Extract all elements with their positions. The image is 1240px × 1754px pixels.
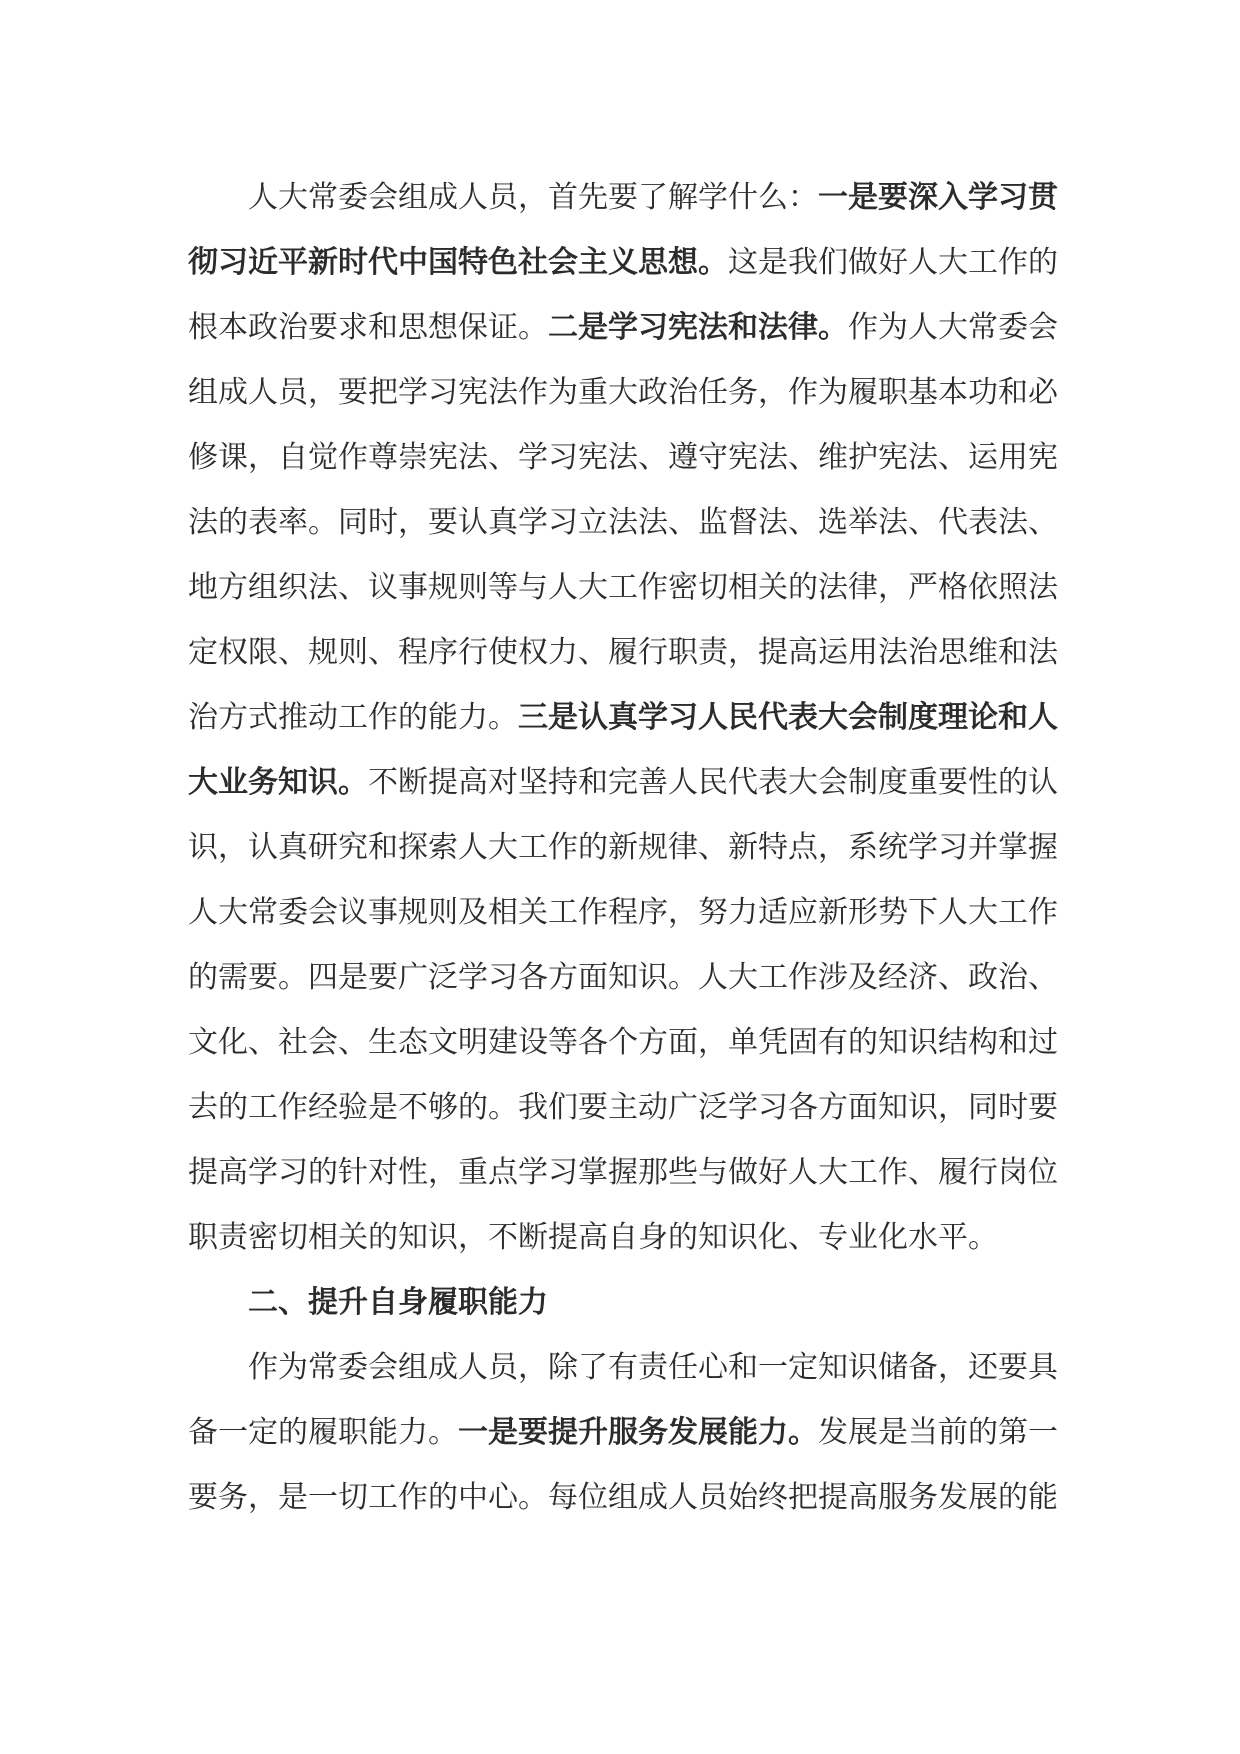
paragraph-1-seg-4: 二是学习宪法和法律。 xyxy=(548,310,848,345)
paragraph-1-seg-5: 作为人大常委会组成人员，要把学习宪法作为重大政治任务，作为履职基本功和必修课，自觉作尊崇宪法、学习宪法、遵守宪法、维护宪法、运用宪法的表率。同时，要认真学习立法法、监督法、选举法、代表法、地方组织法、议事规则等与人大工作密切相关的法律，严格依照法定权限、规则、程序行使权力、履行职责，提高运用法治思维和法治方式推动工作的能力。 xyxy=(188,310,1058,735)
paragraph-2-seg-2: 一是要提升服务发展能力。 xyxy=(458,1415,818,1450)
paragraph-1-seg-1: 人大常委会组成人员，首先要了解学什么： xyxy=(248,180,818,215)
paragraph-1-seg-7: 不断提高对坚持和完善人民代表大会制度重要性的认识，认真研究和探索人大工作的新规律、新特点，系统学习并掌握人大常委会议事规则及相关工作程序，努力适应新形势下人大工作的需要。四是要广泛学习各方面知识。人大工作涉及经济、政治、文化、社会、生态文明建设等各个方面，单凭固有的知识结构和过去的工作经验是不够的。我们要主动广泛学习各方面知识，同时要提高学习的针对性，重点学习掌握那些与做好人大工作、履行岗位职责密切相关的知识，不断提高自身的知识化、专业化水平。 xyxy=(188,765,1058,1255)
section-heading: 二、提升自身履职能力 xyxy=(248,1285,548,1320)
paragraph-1-seg-3: 这是我们做好人大工作的根本政治要求和思想保证。 xyxy=(188,245,1058,345)
paragraph-2-seg-3: 发展是当前的第一要务，是一切工作的中心。每位组成人员始终把提高服务发展的能 xyxy=(188,1415,1058,1515)
paragraph-2 xyxy=(188,1335,1058,1530)
paragraph-1-seg-6: 三是认真学习人民代表大会制度理论和人大业务知识。 xyxy=(188,700,1058,800)
paragraph-1-seg-2: 一是要深入学习贯彻习近平新时代中国特色社会主义思想。 xyxy=(188,180,1058,280)
paragraph-2-seg-1: 作为常委会组成人员，除了有责任心和一定知识储备，还要具备一定的履职能力。 xyxy=(188,1350,1058,1450)
paragraph-1 xyxy=(188,165,1058,1270)
document-page xyxy=(188,165,1058,1530)
